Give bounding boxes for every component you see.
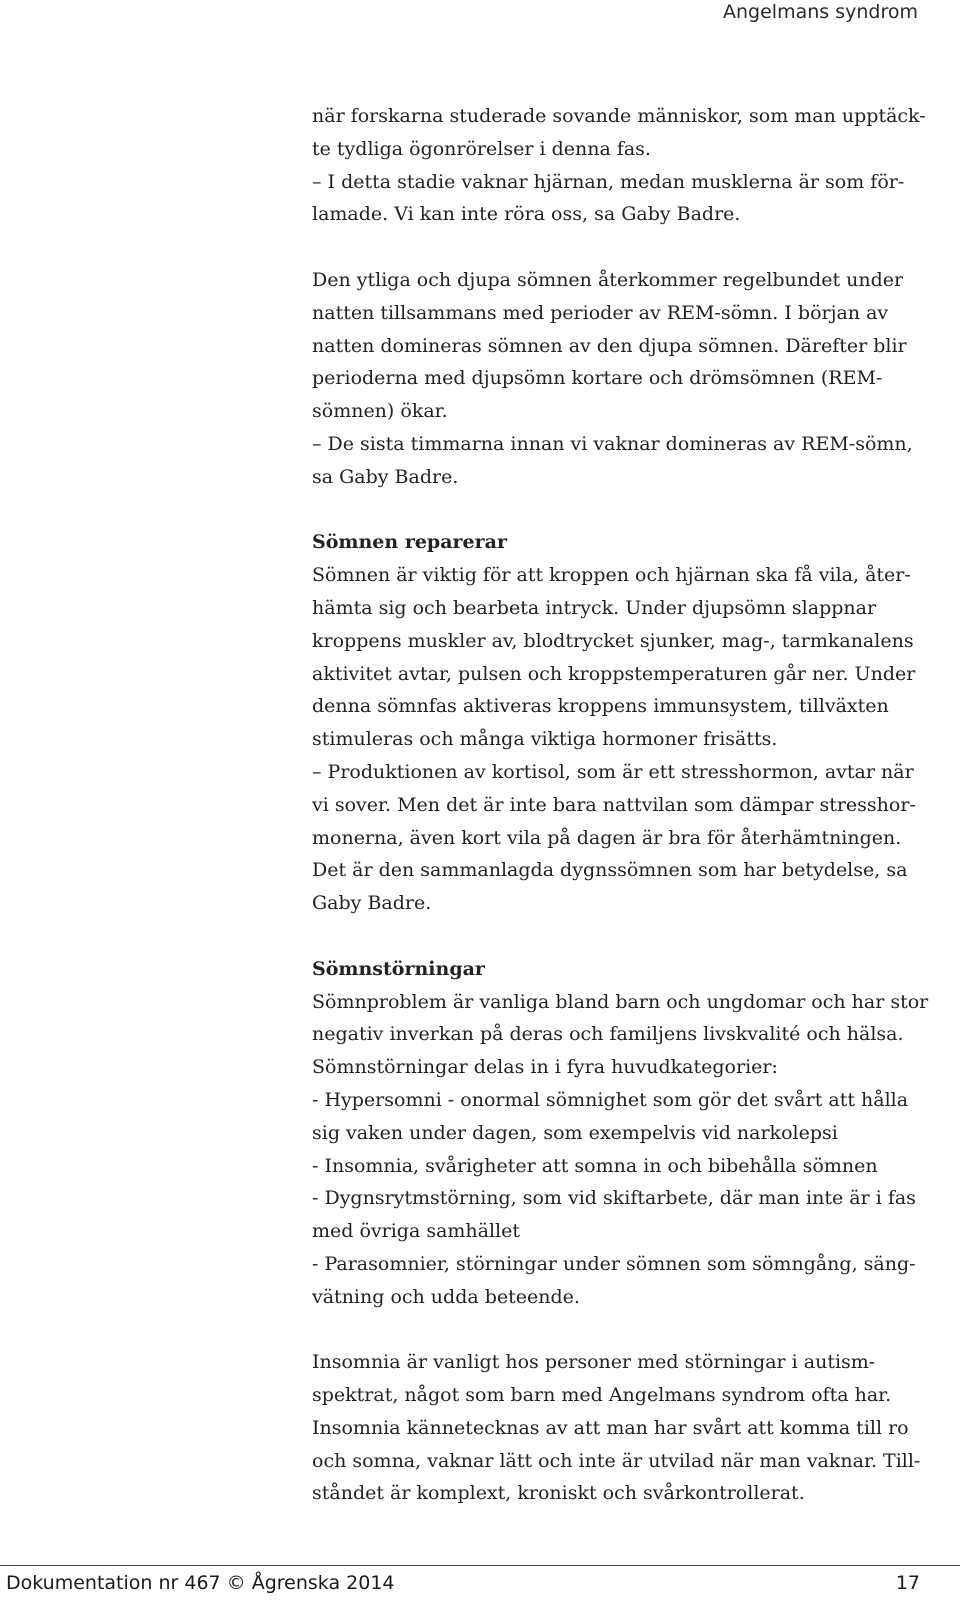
text-line: Insomnia kännetecknas av att man har svårt att komma till ro (312, 1416, 909, 1439)
text-line: lamade. Vi kan inte röra oss, sa Gaby Badre. (312, 203, 741, 226)
text-line: te tydliga ögonrörelser i denna fas. (312, 137, 651, 160)
text-line: Insomnia är vanligt hos personer med störningar i autism- (312, 1351, 876, 1374)
text-line: Sömnen är viktig för att kroppen och hjärnan ska få vila, åter- (312, 564, 911, 587)
text-line: ståndet är komplext, kroniskt och svårkontrollerat. (312, 1482, 805, 1505)
text-line: monerna, även kort vila på dagen är bra för återhämtningen. (312, 826, 902, 849)
text-line: aktivitet avtar, pulsen och kroppstemperaturen går ner. Under (312, 662, 916, 685)
section-heading: Sömnstörningar (312, 957, 485, 980)
text-line: och somna, vaknar lätt och inte är utvilad när man vaknar. Till- (312, 1449, 921, 1472)
text-line: perioderna med djupsömn kortare och drömsömnen (REM- (312, 367, 883, 390)
paragraph-gap (312, 494, 942, 527)
text-line: sömnen) ökar. (312, 400, 448, 423)
text-line: vi sover. Men det är inte bara nattvilan som dämpar stresshor- (312, 793, 916, 816)
text-line: negativ inverkan på deras och familjens livskvalité och hälsa. (312, 1023, 904, 1046)
text-line: – I detta stadie vaknar hjärnan, medan musklerna är som för- (312, 170, 905, 193)
text-line: med övriga samhället (312, 1220, 521, 1243)
footer-page-number: 17 (895, 1572, 920, 1594)
footer-publication: Dokumentation nr 467 © Ågrenska 2014 (6, 1572, 395, 1594)
text-line: - Hypersomni - onormal sömnighet som gör det svårt att hålla (312, 1088, 909, 1111)
text-line: sa Gaby Badre. (312, 465, 459, 488)
text-line: när forskarna studerade sovande människor, som man upptäck- (312, 105, 926, 127)
paragraph-sleep-cycles (312, 264, 942, 494)
text-line: stimuleras och många viktiga hormoner frisätts. (312, 728, 778, 751)
text-line: Sömnproblem är vanliga bland barn och ungdomar och har stor (312, 990, 929, 1013)
text-line: natten domineras sömnen av den djupa sömnen. Därefter blir (312, 334, 907, 357)
paragraph-intro (312, 100, 942, 231)
paragraph-insomnia (312, 1346, 942, 1510)
text-line: Den ytliga och djupa sömnen återkommer regelbundet under (312, 268, 904, 291)
text-line: hämta sig och bearbeta intryck. Under djupsömn slappnar (312, 596, 877, 619)
paragraph-gap (312, 231, 942, 264)
paragraph-gap (312, 1313, 942, 1346)
text-line: - Dygnsrytmstörning, som vid skiftarbete, där man inte är i fas (312, 1187, 916, 1210)
text-line: Det är den sammanlagda dygnssömnen som har betydelse, sa (312, 859, 908, 882)
section-sleep-repairs (312, 526, 942, 920)
text-line: vätning och udda beteende. (312, 1285, 580, 1308)
section-heading: Sömnen reparerar (312, 531, 507, 554)
text-line: Sömnstörningar delas in i fyra huvudkategorier: (312, 1056, 778, 1079)
text-line: – Produktionen av kortisol, som är ett stresshormon, avtar när (312, 760, 914, 783)
text-line: - Parasomnier, störningar under sömnen som sömngång, säng- (312, 1252, 916, 1275)
footer-divider (0, 1565, 960, 1566)
text-line: spektrat, något som barn med Angelmans syndrom ofta har. (312, 1384, 892, 1407)
text-line: natten tillsammans med perioder av REM-sömn. I början av (312, 301, 889, 324)
text-line: denna sömnfas aktiveras kroppens immunsystem, tillväxten (312, 695, 889, 718)
paragraph-gap (312, 920, 942, 953)
section-sleep-disorders (312, 953, 942, 1314)
text-line: Gaby Badre. (312, 892, 432, 915)
text-line: – De sista timmarna innan vi vaknar domineras av REM-sömn, (312, 432, 913, 455)
article-body (312, 100, 942, 1510)
running-header-title: Angelmans syndrom (723, 1, 918, 23)
text-line: kroppens muskler av, blodtrycket sjunker, mag-, tarmkanalens (312, 629, 914, 652)
text-line: sig vaken under dagen, som exempelvis vid narkolepsi (312, 1121, 838, 1144)
text-line: - Insomnia, svårigheter att somna in och bibehålla sömnen (312, 1154, 878, 1177)
